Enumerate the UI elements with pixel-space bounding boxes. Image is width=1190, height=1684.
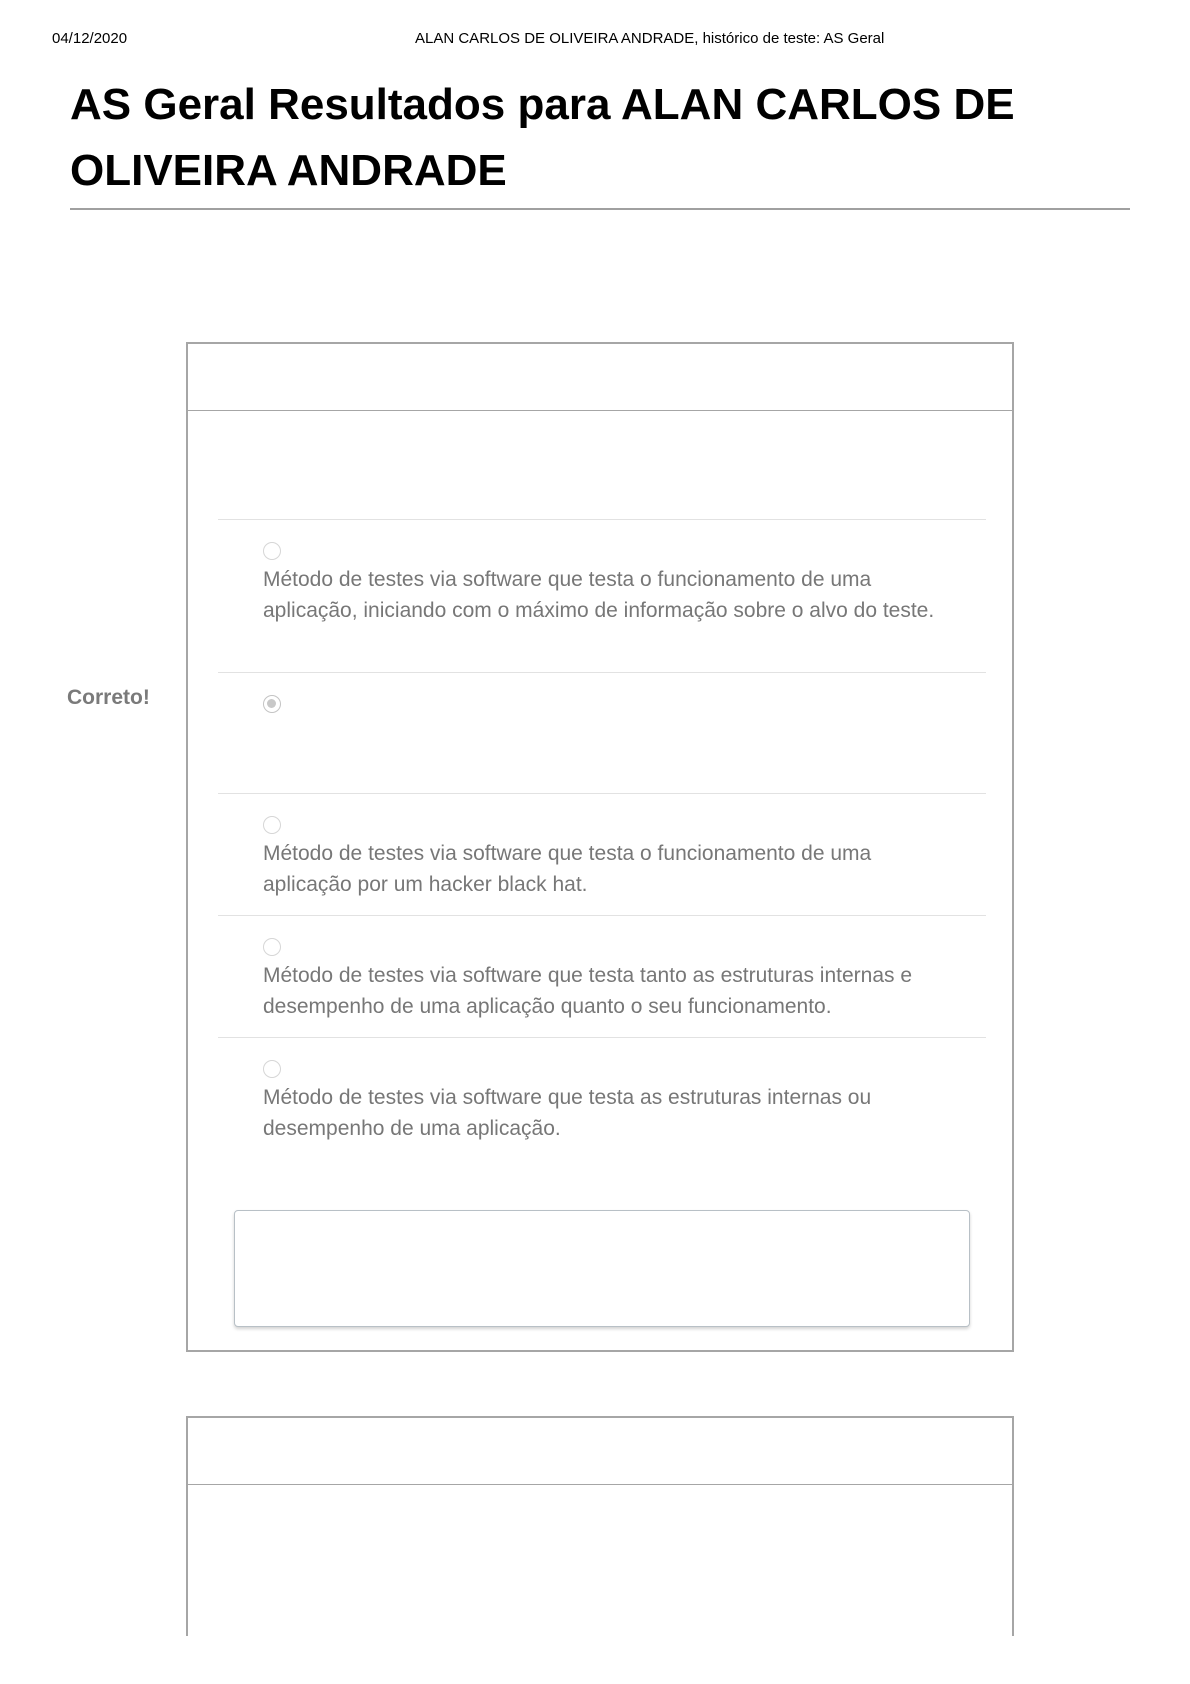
answer-option[interactable] [218,793,986,915]
print-header-title: ALAN CARLOS DE OLIVEIRA ANDRADE, histórico de teste: AS Geral [415,30,885,47]
answer-option[interactable] [218,519,986,672]
radio-button[interactable] [263,542,281,560]
radio-button[interactable] [263,1060,281,1078]
answer-text: Método de testes via software que testa o funcionamento de uma aplicação, iniciando com o máximo de informação sobre o alvo do teste. [263,568,935,622]
answer-text: Método de testes via software que testa tanto as estruturas internas e desempenho de uma aplicação quanto o seu funcionamento. [263,964,913,1018]
question-header [188,1418,1012,1485]
radio-button[interactable] [263,938,281,956]
question-header [188,344,1012,411]
comment-box [234,1210,970,1327]
answer-option[interactable] [218,1037,986,1147]
radio-button-checked[interactable] [263,695,281,713]
question-card [186,342,1014,1352]
answer-option[interactable] [218,915,986,1037]
correct-answer-label: Correto! [60,678,186,720]
page-title: AS Geral Resultados para ALAN CARLOS DE OLIVEIRA ANDRADE [70,80,1015,195]
answer-text: Método de testes via software que testa o funcionamento de uma aplicação por um hacker black hat. [263,842,872,896]
radio-button[interactable] [263,816,281,834]
answer-list [218,519,986,1147]
question-card [186,1416,1014,1636]
title-divider [70,208,1130,210]
print-date: 04/12/2020 [52,30,128,47]
answer-text: Método de testes via software que testa as estruturas internas ou desempenho de uma aplicação. [263,1086,872,1140]
answer-option-selected[interactable] [218,672,986,793]
print-header [0,30,1190,50]
